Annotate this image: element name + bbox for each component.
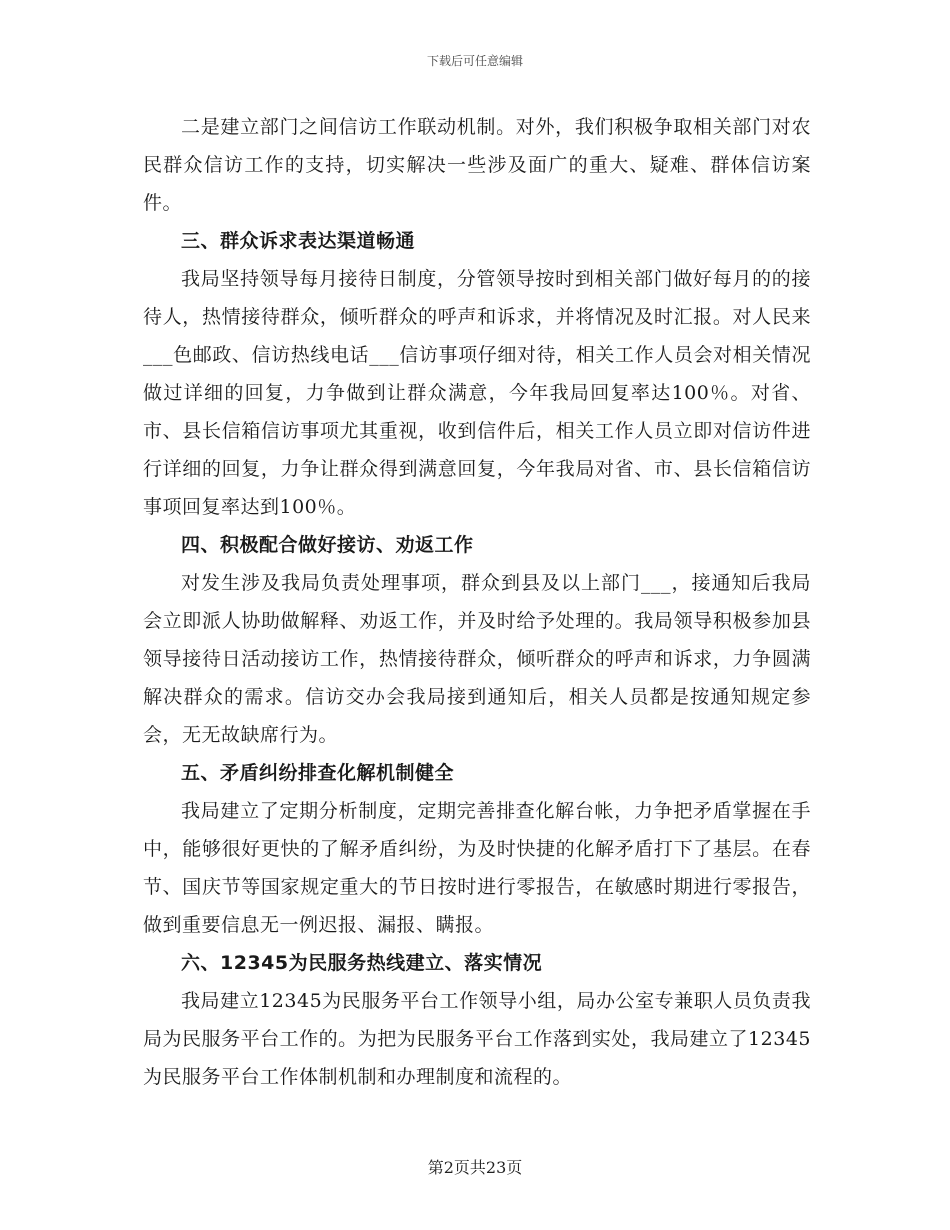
paragraph-reception: 对发生涉及我局负责处理事项，群众到县及以上部门___，接通知后我局会立即派人协助做解释、劝返工作，并及时给予处理的。我局领导积极参加县领导接待日活动接访工作，热情接待群众，倾听群众的呼声和诉求，力争圆满解决群众的需求。信访交办会我局接到通知后，相关人员都是按通知规定参会，无无故缺席行为。 [143, 572, 811, 746]
section-heading-5: 五、矛盾纠纷排查化解机制健全 [181, 762, 455, 784]
paragraph-dispute-resolution: 我局建立了定期分析制度，定期完善排查化解台帐，力争把矛盾掌握在手中，能够很好更快的了解矛盾纠纷，为及时快捷的化解矛盾打下了基层。在春节、国庆节等国家规定重大的节日按时进行零报告，在敏感时期进行零报告，做到重要信息无一例迟报、漏报、瞒报。 [143, 800, 811, 936]
section-heading-6: 六、12345为民服务热线建立、落实情况 [181, 952, 543, 974]
page-number-footer: 第2页共23页 [427, 1158, 523, 1177]
paragraph-linkage-mechanism: 二是建立部门之间信访工作联动机制。对外，我们积极争取相关部门对农民群众信访工作的支持，切实解决一些涉及面广的重大、疑难、群体信访案件。 [143, 116, 811, 214]
section-heading-4: 四、积极配合做好接访、劝返工作 [181, 534, 474, 556]
paragraph-channels: 我局坚持领导每月接待日制度，分管领导按时到相关部门做好每月的的接待人，热情接待群众，倾听群众的呼声和诉求，并将情况及时汇报。对人民来___色邮政、信访热线电话___信访事项仔细对待，相关工作人员会对相关情况做过详细的回复，力争做到让群众满意，今年我局回复率达100％。对省、市、县长信箱信访事项尤其重视，收到信件后，相关工作人员立即对信访件进行详细的回复，力争让群众得到满意回复，今年我局对省、市、县长信箱信访事项回复率达到100％。 [143, 268, 811, 518]
paragraph-hotline: 我局建立12345为民服务平台工作领导小组，局办公室专兼职人员负责我局为民服务平台工作的。为把为民服务平台工作落到实处，我局建立了12345为民服务平台工作体制机制和办理制度和流程的。 [143, 990, 811, 1088]
document-body [143, 108, 811, 1096]
section-heading-3: 三、群众诉求表达渠道畅通 [181, 230, 416, 252]
page-header-note: 下载后可任意编辑 [426, 54, 523, 68]
